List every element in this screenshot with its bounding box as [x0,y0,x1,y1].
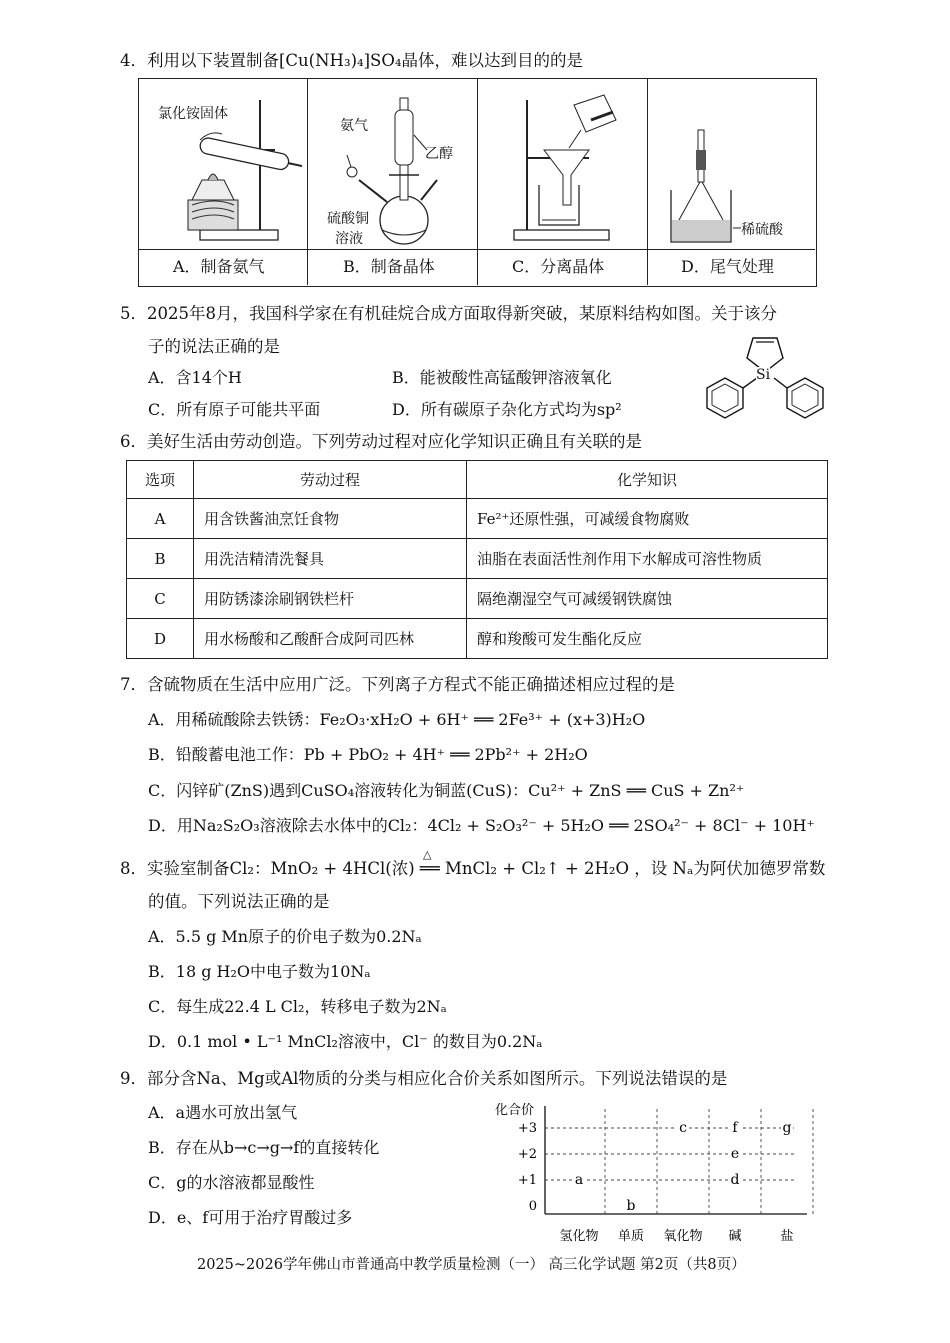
q4-option-b: B．制备晶体 [343,257,435,276]
q5-stem-line2: 子的说法正确的是 [148,337,280,356]
q8-option-c: C．每生成22.4 L Cl₂，转移电子数为2Nₐ [148,997,447,1016]
x-tick-label: 单质 [617,1229,645,1244]
data-point-f: f [732,1120,738,1136]
q8-option-b: B．18 g H₂O中电子数为10Nₐ [148,962,371,981]
label-dilute-sulfuric-acid: 稀硫酸 [741,222,783,238]
q9-valence-chart [495,1098,825,1248]
q9-option-b: B．存在从b→c→g→f的直接转化 [148,1138,380,1157]
q4-option-d: D．尾气处理 [681,257,774,276]
row-d-knowledge: 醇和羧酸可发生酯化反应 [467,619,828,659]
x-tick-label: 氢化物 [559,1229,599,1244]
row-a-option: A [127,499,194,539]
table-header-knowledge: 化学知识 [467,461,828,499]
q4-option-c: C．分离晶体 [512,257,605,276]
q5-stem-line1: 5．2025年8月，我国科学家在有机硅烷合成方面取得新突破，某原料结构如图。关于该分 [120,304,777,323]
row-c-labor: 用防锈漆涂刷钢铁栏杆 [194,579,467,619]
q5-option-b: B．能被酸性高锰酸钾溶液氧化 [392,368,612,387]
label-copper-sulfate: 硫酸铜 [327,211,369,227]
row-b-knowledge: 油脂在表面活性剂作用下水解成可溶性物质 [467,539,828,579]
apparatus-c-diagram [479,80,645,248]
data-point-c: c [679,1120,687,1136]
apparatus-d-diagram [649,80,813,248]
q8-stem-line1: 8．实验室制备Cl₂：MnO₂ + 4HCl(浓) ══ MnCl₂ + Cl₂↑ + 2H₂O ，设 Nₐ为阿伏加德罗常数 [120,859,826,878]
q7-option-c: C．闪锌矿(ZnS)遇到CuSO₄溶液转化为铜蓝(CuS)：Cu²⁺ + ZnS ══ CuS + Zn²⁺ [148,781,745,800]
page-footer: 2025~2026学年佛山市普通高中教学质量检测（一） 高三化学试题 第2页（共8页） [197,1257,746,1273]
table-row [127,499,828,539]
y-axis-label: 化合价 [495,1103,535,1118]
data-point-e: e [730,1146,740,1162]
q9-option-d: D．e、f可用于治疗胃酸过多 [148,1208,353,1227]
q6-stem: 6．美好生活由劳动创造。下列劳动过程对应化学知识正确且有关联的是 [120,432,642,451]
table-row [127,579,828,619]
row-b-labor: 用洗洁精清洗餐具 [194,539,467,579]
row-c-option: C [127,579,194,619]
label-ethanol: 乙醇 [425,146,453,162]
data-point-b: b [626,1198,636,1214]
x-tick-label: 氧化物 [663,1229,703,1244]
q8-stem-line2: 的值。下列说法正确的是 [148,892,330,911]
silicon-atom-label: Si [756,367,771,383]
q7-option-d: D．用Na₂S₂O₃溶液除去水体中的Cl₂：4Cl₂ + S₂O₃²⁻ + 5H₂O ══ 2SO₄²⁻ + 8Cl⁻ + 10H⁺ [148,816,815,835]
q9-option-a: A．a遇水可放出氢气 [148,1103,298,1122]
q5-option-d: D．所有碳原子杂化方式均为sp² [392,400,622,419]
q7-stem: 7．含硫物质在生活中应用广泛。下列离子方程式不能正确描述相应过程的是 [120,675,675,694]
row-d-labor: 用水杨酸和乙酸酐合成阿司匹林 [194,619,467,659]
q7-option-a: A．用稀硫酸除去铁锈：Fe₂O₃·xH₂O + 6H⁺ ══ 2Fe³⁺ + (x+3)H₂O [148,710,646,729]
row-b-option: B [127,539,194,579]
row-d-option: D [127,619,194,659]
x-tick-label: 碱 [728,1229,742,1244]
data-point-d: d [730,1172,740,1188]
q6-table [126,460,828,659]
table-header-option: 选项 [127,461,194,499]
y-tick-label: +3 [517,1121,537,1136]
y-tick-label: +2 [517,1147,537,1162]
table-row [127,619,828,659]
q5-option-a: A．含14个H [148,368,242,387]
q8-option-d: D．0.1 mol • L⁻¹ MnCl₂溶液中，Cl⁻ 的数目为0.2Nₐ [148,1032,543,1051]
q8-option-a: A．5.5 g Mn原子的价电子数为0.2Nₐ [148,927,422,946]
data-point-g: g [782,1120,792,1136]
data-point-a: a [574,1172,584,1188]
table-header-labor: 劳动过程 [194,461,467,499]
label-solution: 溶液 [335,231,363,247]
q4-stem: 4．利用以下装置制备[Cu(NH₃)₄]SO₄晶体，难以达到目的的是 [120,51,583,70]
row-a-labor: 用含铁酱油烹饪食物 [194,499,467,539]
label-ammonium-chloride: 氯化铵固体 [158,106,228,122]
row-c-knowledge: 隔绝潮湿空气可减缓钢铁腐蚀 [467,579,828,619]
q9-stem: 9．部分含Na、Mg或Al物质的分类与相应化合价关系如图所示。下列说法错误的是 [120,1069,728,1088]
row-a-knowledge: Fe²⁺还原性强，可减缓食物腐败 [467,499,828,539]
q5-option-c: C．所有原子可能共平面 [148,400,321,419]
q9-option-c: C．g的水溶液都显酸性 [148,1173,315,1192]
heat-symbol: △ [423,848,432,861]
q7-option-b: B．铅酸蓄电池工作：Pb + PbO₂ + 4H⁺ ══ 2Pb²⁺ + 2H₂O [148,745,588,764]
table-row [127,539,828,579]
q4-option-a: A．制备氨气 [173,257,265,276]
label-ammonia-gas: 氨气 [340,118,368,134]
x-tick-label: 盐 [780,1229,794,1244]
y-tick-label: +1 [517,1173,537,1188]
y-tick-label: 0 [528,1199,537,1214]
